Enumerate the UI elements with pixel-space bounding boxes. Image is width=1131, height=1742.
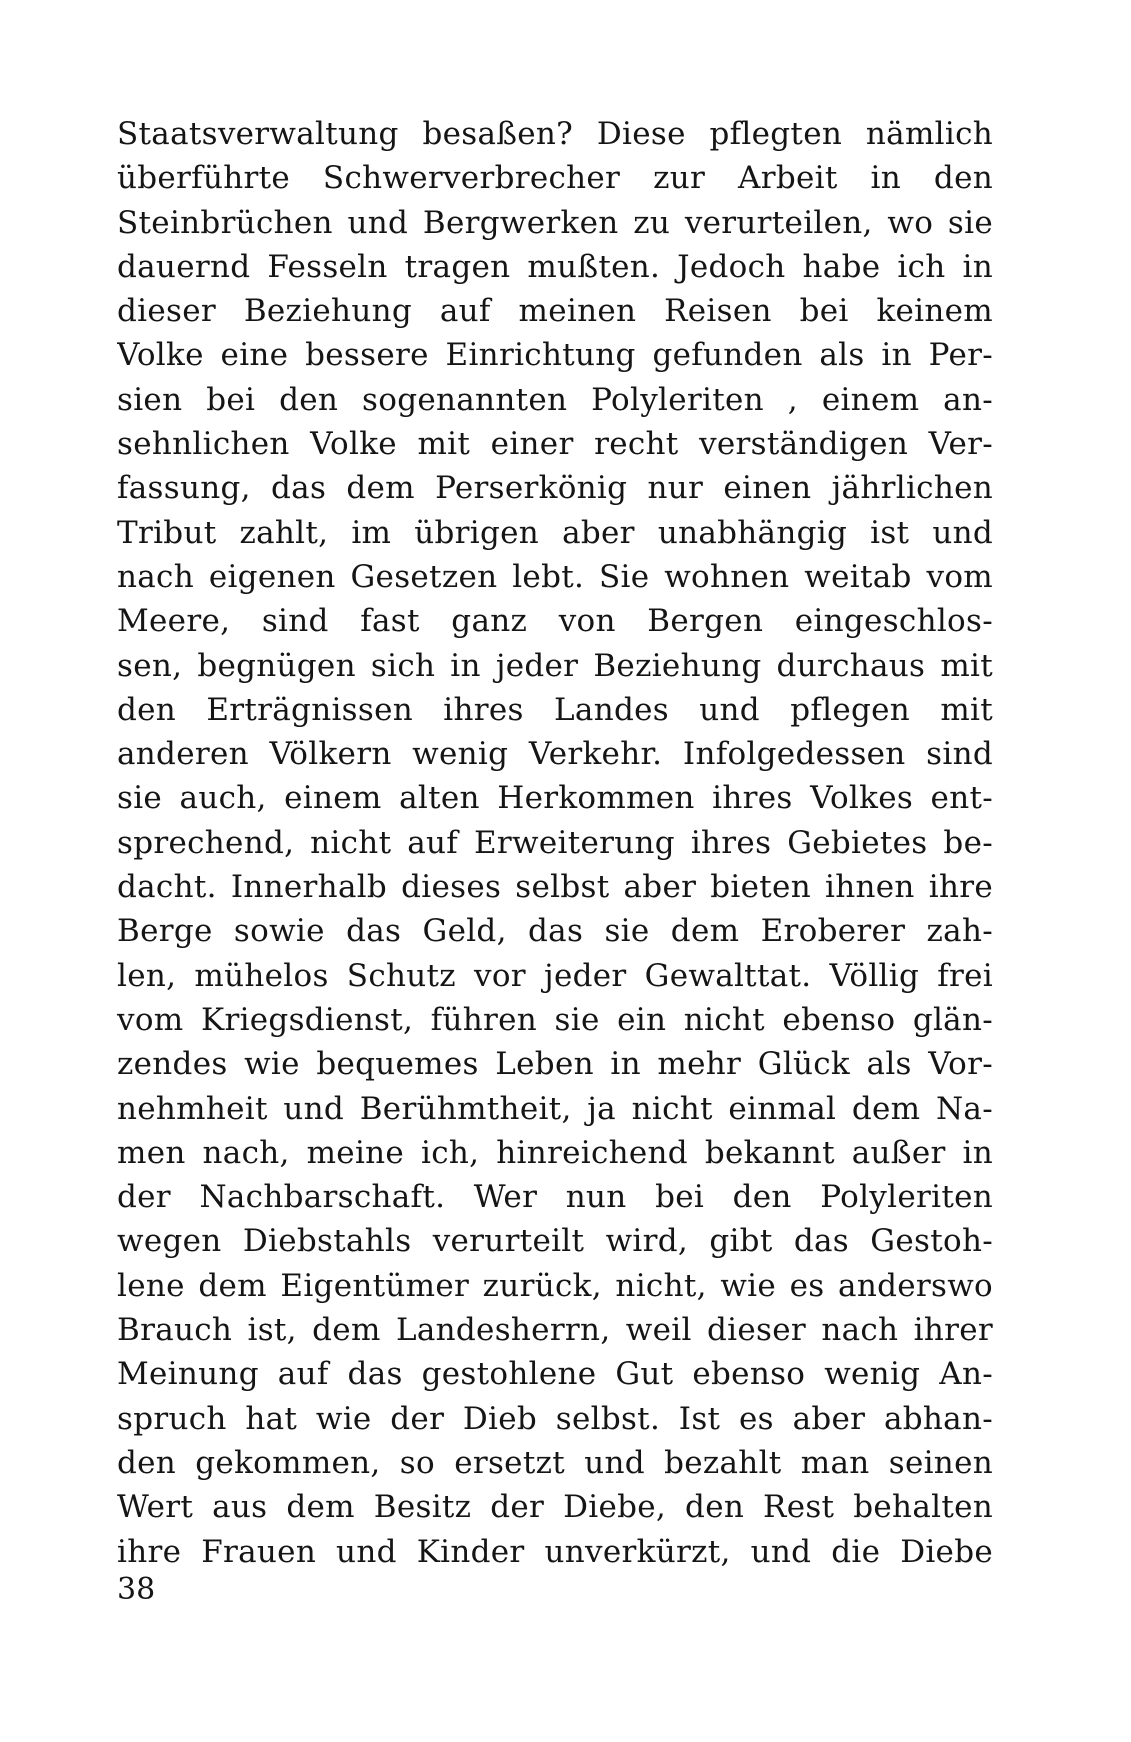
text-line: dieser Beziehung auf meinen Reisen bei keinem — [117, 293, 993, 330]
text-line: Tribut zahlt, im übrigen aber unabhängig ist und — [117, 514, 993, 551]
text-line: sie auch, einem alten Herkommen ihres Volkes ent- — [117, 780, 993, 817]
text-line: anderen Völkern wenig Verkehr. Infolgedessen sind — [117, 736, 993, 773]
text-line: wegen Diebstahls verurteilt wird, gibt das Gestoh- — [117, 1223, 993, 1260]
text-line: sehnlichen Volke mit einer recht verständigen Ver- — [117, 426, 993, 463]
text-line: sien bei den sogenannten Polyleriten , einem an- — [117, 381, 993, 418]
text-line: Meinung auf das gestohlene Gut ebenso wenig An- — [117, 1356, 993, 1393]
text-line: spruch hat wie der Dieb selbst. Ist es aber abhan- — [117, 1400, 993, 1437]
text-line: len, mühelos Schutz vor jeder Gewalttat. Völlig frei — [117, 957, 993, 994]
text-line: überführte Schwerverbrecher zur Arbeit in den — [117, 160, 993, 197]
text-line: dauernd Fesseln tragen mußten. Jedoch habe ich in — [117, 248, 993, 285]
text-line: Brauch ist, dem Landesherrn, weil dieser nach ihrer — [117, 1312, 993, 1349]
text-line: Meere, sind fast ganz von Bergen eingeschlos- — [117, 603, 993, 640]
text-line: den Erträgnissen ihres Landes und pflegen mit — [117, 691, 993, 728]
text-line: Wert aus dem Besitz der Diebe, den Rest behalten — [117, 1489, 993, 1526]
page-number: 38 — [117, 1572, 156, 1607]
text-line: ihre Frauen und Kinder unverkürzt, und die Diebe — [117, 1533, 993, 1570]
text-line: lene dem Eigentümer zurück, nicht, wie es anderswo — [117, 1267, 993, 1304]
text-line: Staatsverwaltung besaßen? Diese pflegten nämlich — [117, 116, 993, 152]
text-line: Steinbrüchen und Bergwerken zu verurteilen, wo sie — [117, 204, 993, 241]
text-line: men nach, meine ich, hinreichend bekannt außer in — [117, 1134, 993, 1171]
text-line: nach eigenen Gesetzen lebt. Sie wohnen weitab vom — [117, 558, 993, 595]
text-line: den gekommen, so ersetzt und bezahlt man seinen — [117, 1444, 993, 1481]
body-text — [117, 112, 993, 1574]
text-line: sprechend, nicht auf Erweiterung ihres Gebietes be- — [117, 824, 993, 861]
text-line: dacht. Innerhalb dieses selbst aber bieten ihnen ihre — [117, 869, 993, 906]
text-line: Volke eine bessere Einrichtung gefunden als in Per- — [117, 337, 993, 374]
text-line: vom Kriegsdienst, führen sie ein nicht ebenso glän- — [117, 1001, 993, 1038]
text-line: nehmheit und Berühmtheit, ja nicht einmal dem Na- — [117, 1090, 993, 1127]
text-line: zendes wie bequemes Leben in mehr Glück als Vor- — [117, 1046, 993, 1083]
text-line: Berge sowie das Geld, das sie dem Eroberer zah- — [117, 913, 993, 950]
text-line: sen, begnügen sich in jeder Beziehung durchaus mit — [117, 647, 993, 684]
text-line: fassung, das dem Perserkönig nur einen jährlichen — [117, 470, 993, 507]
text-line: der Nachbarschaft. Wer nun bei den Polyleriten — [117, 1179, 993, 1216]
